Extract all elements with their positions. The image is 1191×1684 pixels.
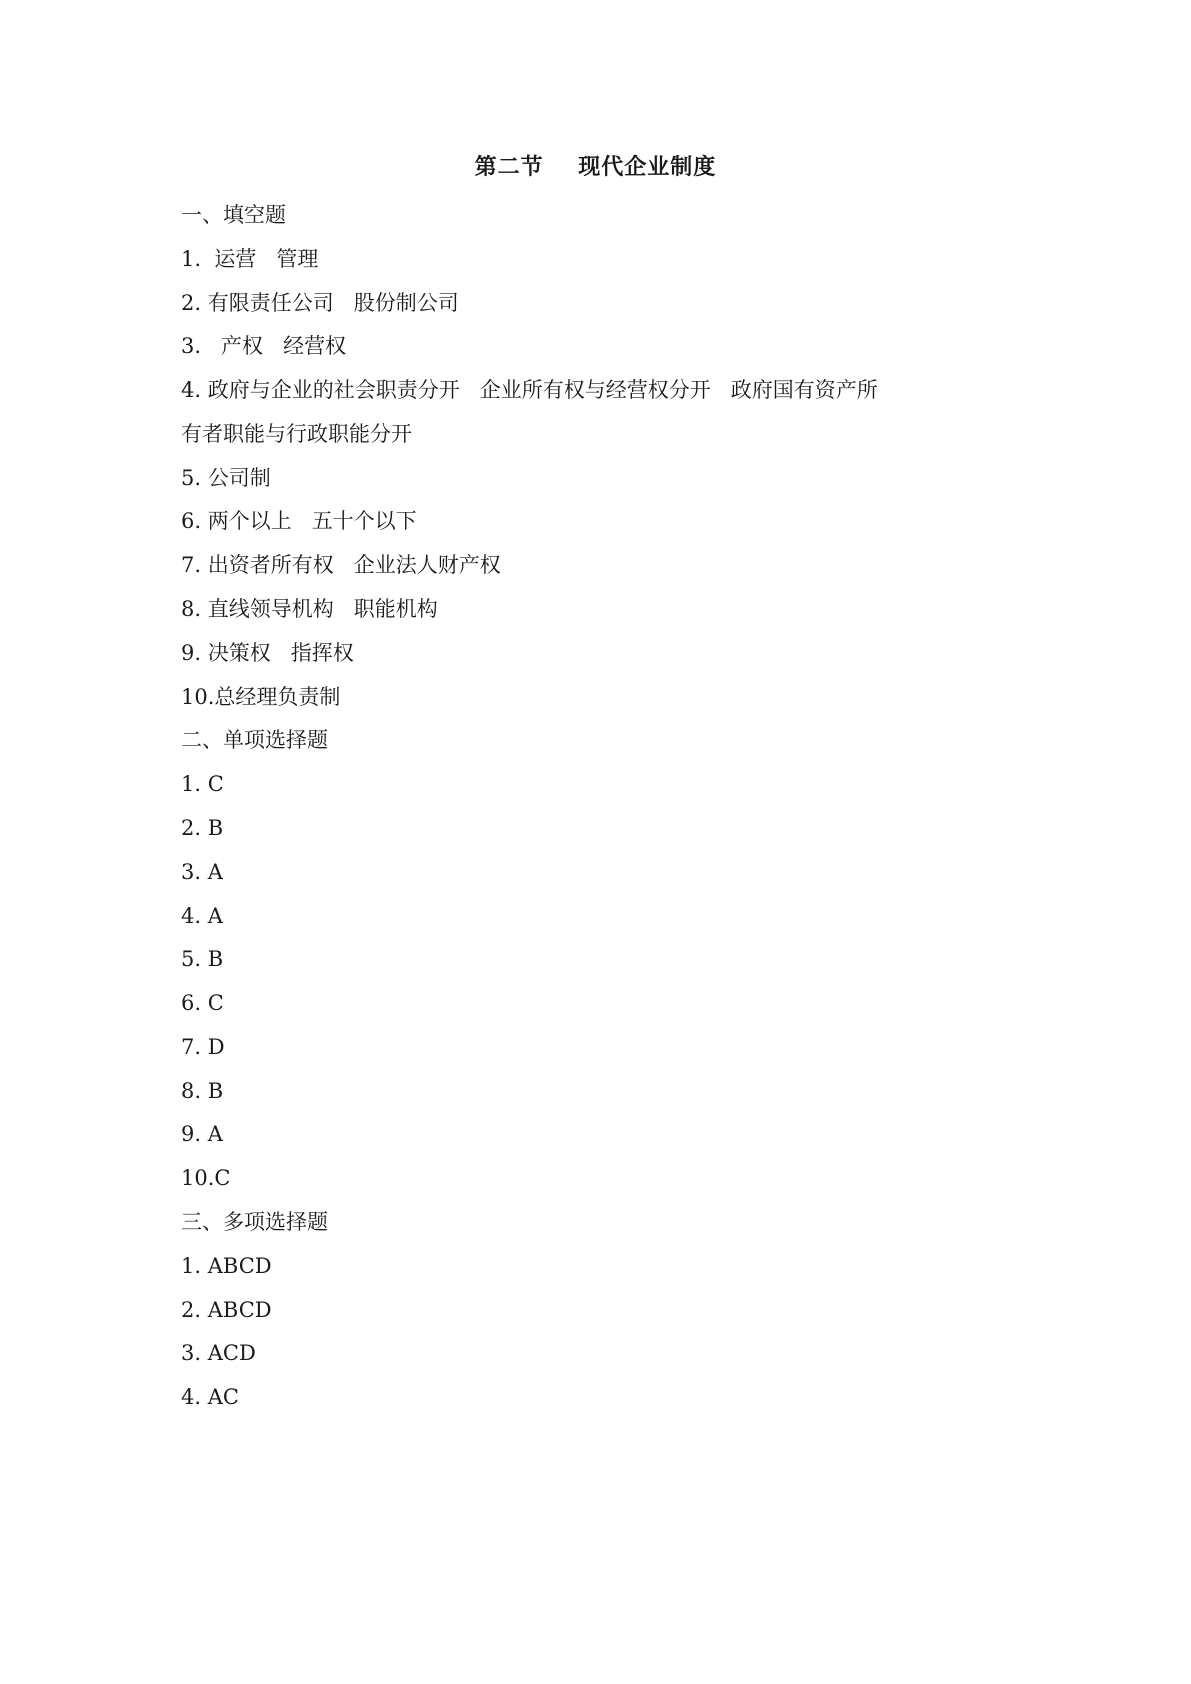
answer-line-continued: 有者职能与行政职能分开 [181, 422, 412, 446]
answer-line: 10.C [181, 1166, 231, 1190]
answer-line: 1. 运营 管理 [181, 247, 319, 271]
answer-line: 3. ACD [181, 1341, 256, 1365]
answer-line: 1. ABCD [181, 1254, 272, 1278]
answer-line: 3. A [181, 860, 223, 884]
answer-line: 4. 政府与企业的社会职责分开 企业所有权与经营权分开 政府国有资产所 [181, 378, 878, 402]
answer-line: 4. A [181, 904, 223, 928]
section-heading-multiple-choice: 三、多项选择题 [181, 1210, 328, 1234]
answer-line: 9. A [181, 1122, 223, 1146]
answer-line: 9. 决策权 指挥权 [181, 641, 354, 665]
page-title: 第二节 现代企业制度 [474, 155, 717, 180]
answer-line: 1. C [181, 772, 224, 796]
answer-line: 6. C [181, 991, 224, 1015]
answer-line: 5. 公司制 [181, 466, 271, 490]
answer-line: 8. 直线领导机构 职能机构 [181, 597, 438, 621]
answer-line: 4. AC [181, 1385, 239, 1409]
section-heading-fill-in: 一、填空题 [181, 203, 286, 227]
answer-line: 3. 产权 经营权 [181, 334, 347, 358]
section-heading-single-choice: 二、单项选择题 [181, 728, 328, 752]
answer-line: 2. B [181, 816, 224, 840]
answer-line: 2. 有限责任公司 股份制公司 [181, 291, 459, 315]
answer-line: 5. B [181, 947, 224, 971]
answer-line: 7. 出资者所有权 企业法人财产权 [181, 553, 501, 577]
answer-line: 7. D [181, 1035, 225, 1059]
answer-line: 6. 两个以上 五十个以下 [181, 509, 417, 533]
answer-line: 2. ABCD [181, 1298, 272, 1322]
answer-line: 10.总经理负责制 [181, 685, 341, 709]
answer-line: 8. B [181, 1079, 224, 1103]
